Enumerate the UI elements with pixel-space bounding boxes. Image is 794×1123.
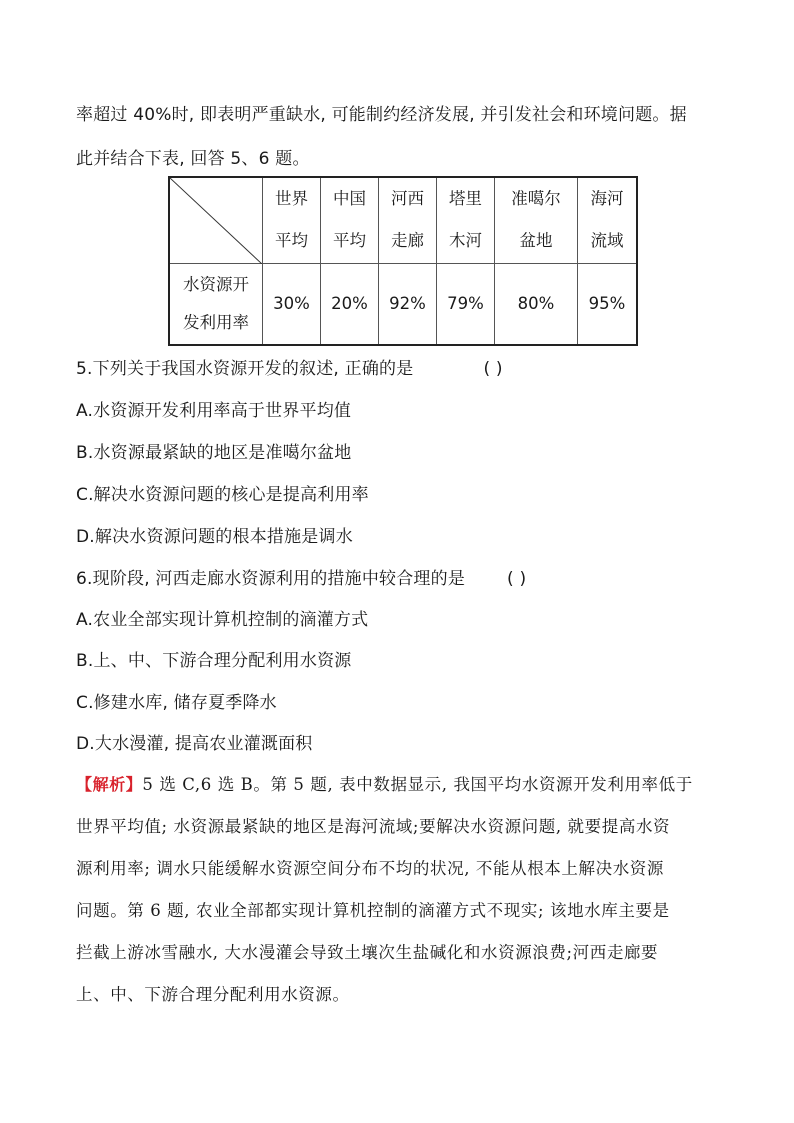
question-6-option-c: C.修建水库, 储存夏季降水 bbox=[76, 693, 277, 713]
column-header-line: 平均 bbox=[275, 231, 308, 251]
analysis-line-5: 拦截上游冰雪融水, 大水漫灌会导致土壤次生盐碱化和水资源浪费;河西走廊要 bbox=[76, 943, 659, 962]
answer-parentheses: ( ) bbox=[483, 359, 503, 379]
column-header bbox=[321, 177, 379, 263]
column-header-line: 准噶尔 bbox=[511, 189, 561, 209]
question-5-option-a: A.水资源开发利用率高于世界平均值 bbox=[76, 401, 352, 421]
column-header-line: 塔里 bbox=[449, 189, 482, 209]
column-header-line: 平均 bbox=[333, 231, 366, 251]
question-5-option-d: D.解决水资源问题的根本措施是调水 bbox=[76, 527, 353, 547]
question-5-text: 5.下列关于我国水资源开发的叙述, 正确的是 bbox=[76, 359, 414, 379]
analysis-text: 5 选 C,6 选 B。第 5 题, 表中数据显示, 我国平均水资源开发利用率低于 bbox=[142, 775, 693, 794]
analysis-tag: 【解析】 bbox=[76, 775, 143, 794]
answer-parentheses: ( ) bbox=[507, 569, 527, 589]
table-cell: 95% bbox=[578, 263, 638, 345]
question-6-text: 6.现阶段, 河西走廊水资源利用的措施中较合理的是 bbox=[76, 569, 466, 589]
question-6-option-b: B.上、中、下游合理分配利用水资源 bbox=[76, 651, 352, 671]
column-header bbox=[495, 177, 578, 263]
table-cell: 79% bbox=[437, 263, 495, 345]
question-5-option-c: C.解决水资源问题的核心是提高利用率 bbox=[76, 485, 369, 505]
column-header-line: 世界 bbox=[275, 189, 308, 209]
column-header bbox=[437, 177, 495, 263]
intro-line-2: 此并结合下表, 回答 5、6 题。 bbox=[76, 149, 310, 169]
question-6-option-a: A.农业全部实现计算机控制的滴灌方式 bbox=[76, 610, 369, 630]
column-header bbox=[578, 177, 638, 263]
column-header-line: 海河 bbox=[590, 189, 624, 209]
intro-line-1: 率超过 40%时, 即表明严重缺水, 可能制约经济发展, 并引发社会和环境问题。据 bbox=[76, 105, 687, 125]
question-5-stem bbox=[76, 357, 503, 381]
table-header-row bbox=[169, 177, 637, 263]
column-header bbox=[379, 177, 437, 263]
table-cell: 30% bbox=[263, 263, 321, 345]
table-data-row bbox=[169, 263, 637, 345]
analysis-line-3: 源利用率; 调水只能缓解水资源空间分布不均的状况, 不能从根本上解决水资源 bbox=[76, 859, 664, 878]
table-cell: 20% bbox=[321, 263, 379, 345]
table-cell: 92% bbox=[379, 263, 437, 345]
table-cell: 80% bbox=[495, 263, 578, 345]
column-header-line: 木河 bbox=[449, 231, 482, 251]
analysis-line-2: 世界平均值; 水资源最紧缺的地区是海河流域;要解决水资源问题, 就要提高水资 bbox=[76, 817, 671, 836]
question-6-option-d: D.大水漫灌, 提高农业灌溉面积 bbox=[76, 734, 313, 754]
water-resource-table bbox=[168, 176, 638, 346]
column-header-line: 河西 bbox=[391, 189, 424, 209]
diagonal-corner-cell bbox=[169, 177, 263, 263]
column-header-line: 盆地 bbox=[519, 231, 553, 251]
question-5-option-b: B.水资源最紧缺的地区是准噶尔盆地 bbox=[76, 443, 352, 463]
column-header-line: 走廊 bbox=[391, 231, 424, 251]
column-header-line: 流域 bbox=[590, 231, 624, 251]
row-label-line: 水资源开 bbox=[183, 274, 249, 294]
column-header-line: 中国 bbox=[333, 189, 366, 209]
analysis-line-1 bbox=[76, 773, 693, 797]
analysis-line-4: 问题。第 6 题, 农业全部都实现计算机控制的滴灌方式不现实; 该地水库主要是 bbox=[76, 901, 670, 920]
diagonal-line bbox=[170, 178, 262, 264]
question-6-stem bbox=[76, 567, 526, 591]
column-header bbox=[263, 177, 321, 263]
analysis-line-6: 上、中、下游合理分配利用水资源。 bbox=[76, 985, 350, 1004]
row-label-line: 发利用率 bbox=[183, 312, 249, 332]
row-label bbox=[169, 263, 263, 345]
